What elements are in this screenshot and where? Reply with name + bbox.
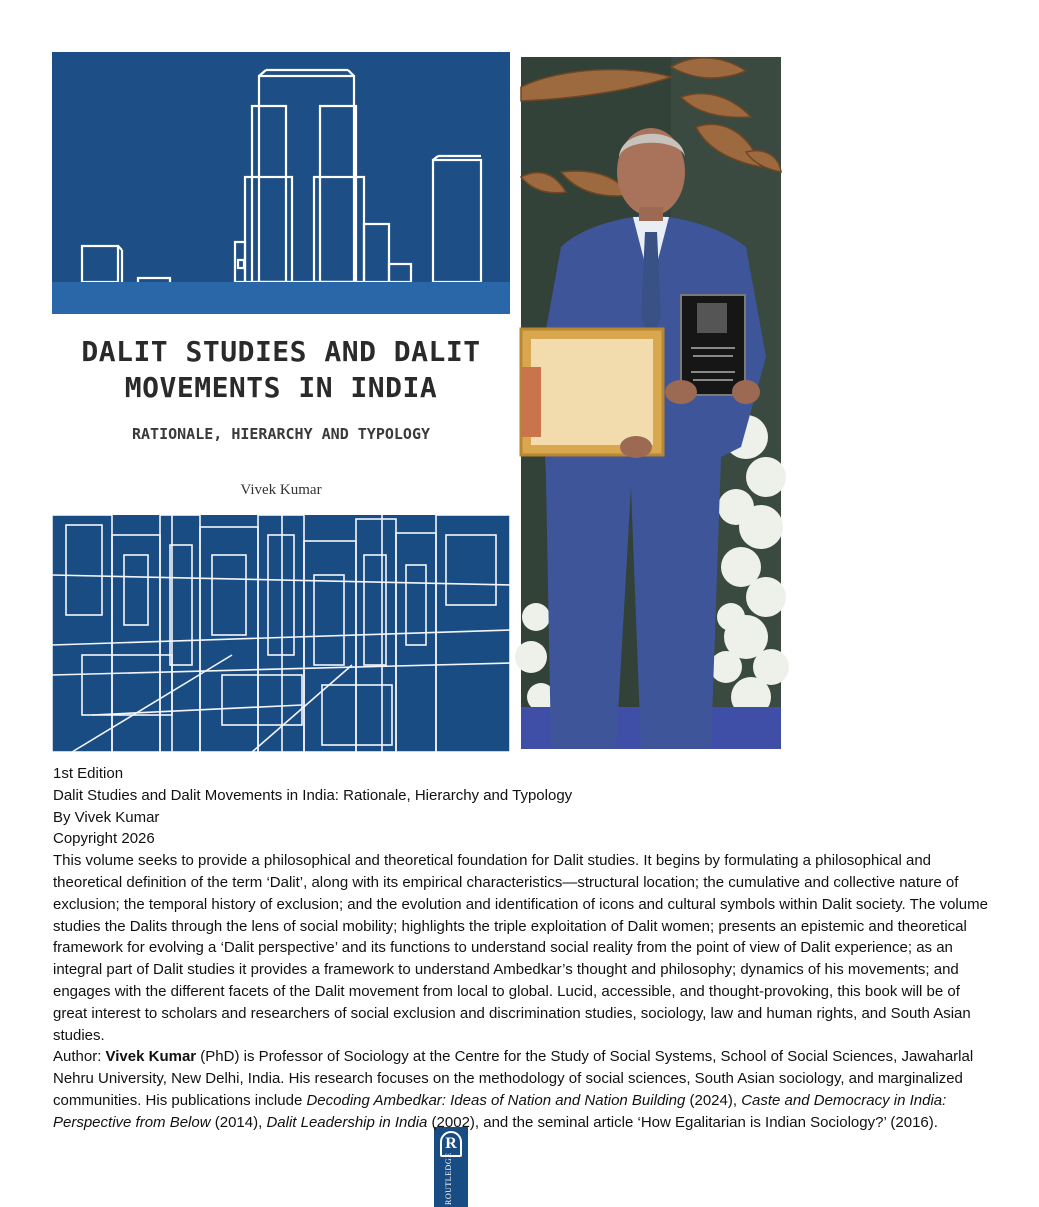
cover-title-line-2: MOVEMENTS IN INDIA	[124, 371, 438, 404]
book-details	[53, 763, 993, 1134]
award-ceremony-photo	[521, 57, 781, 749]
cover-title-line-1: DALIT STUDIES AND DALIT	[81, 335, 481, 368]
author-bio-name: Vivek Kumar	[105, 1048, 197, 1066]
byline: By Vivek Kumar	[53, 808, 160, 826]
cover-title	[52, 334, 510, 406]
copyright: Copyright 2026	[53, 830, 155, 848]
publisher-logo	[434, 1127, 468, 1207]
author-bio-label: Author:	[53, 1048, 106, 1066]
cover-author: Vivek Kumar	[240, 482, 322, 498]
skyline-line-art	[52, 52, 510, 314]
author-bio-text: (PhD) is Professor of Sociology at the Centre for the Study of Social Systems, School of Social Sciences, Jawaharlal Nehru University, New Delhi, India. His research focuses on the methodology of social sciences, South Asian sociology, and marginalized communities. His publications include	[53, 1048, 974, 1109]
full-title: Dalit Studies and Dalit Movements in India: Rationale, Hierarchy and Typology	[53, 786, 573, 804]
book-description: This volume seeks to provide a philosophical and theoretical foundation for Dalit studies. It begins by formulating a philosophical and theoretical definition of the term ‘Dalit’, along with its empirical characteristics—structural location; the cumulative and collective nature of exclusion; the temporal history of exclusion; and the evolution and identification of icons and cultural symbols within Dalit society. The volume studies the Dalits through the lens of social mobility; highlights the triple exploitation of Dalit women; presents an epistemic and theoretical framework for evolving a ‘Dalit perspective’ and its functions to understand social reality from the point of view of Dalit experience; as an integral part of Dalit studies it provides a framework to understand Ambedkar’s thought and philosophy; dynamics of his movements; and engages with the different facets of the Dalit movement from local to global. Lucid, accessible, and thought-provoking, this book will be of great interest to scholars and researchers of social exclusion and discrimination studies, sociology, law and human rights, and South Asian studies.	[53, 852, 988, 1044]
author-bio-text: (2002), and the seminal article ‘How Egalitarian is Indian Sociology?’ (2016).	[427, 1113, 938, 1131]
author-publication-1: Decoding Ambedkar: Ideas of Nation and Nation Building	[306, 1091, 686, 1109]
author-publication-3: Dalit Leadership in India	[266, 1113, 428, 1131]
author-bio-text: (2014),	[210, 1113, 267, 1131]
award-photo-illustration	[521, 57, 781, 749]
author-bio	[53, 1046, 993, 1133]
cover-stripe	[52, 282, 510, 314]
cover-top-band	[52, 52, 510, 314]
edition: 1st Edition	[53, 765, 124, 782]
cityscape-line-art	[52, 515, 510, 752]
routledge-icon: R	[440, 1131, 462, 1157]
publisher-name: ROUTLEDGE	[444, 1152, 453, 1205]
author-publication-2: Caste and Democracy in India: Perspective from Below	[53, 1091, 947, 1131]
cover-subtitle: RATIONALE, HIERARCHY AND TYPOLOGY	[131, 425, 430, 443]
author-bio-text: (2024),	[685, 1091, 742, 1109]
